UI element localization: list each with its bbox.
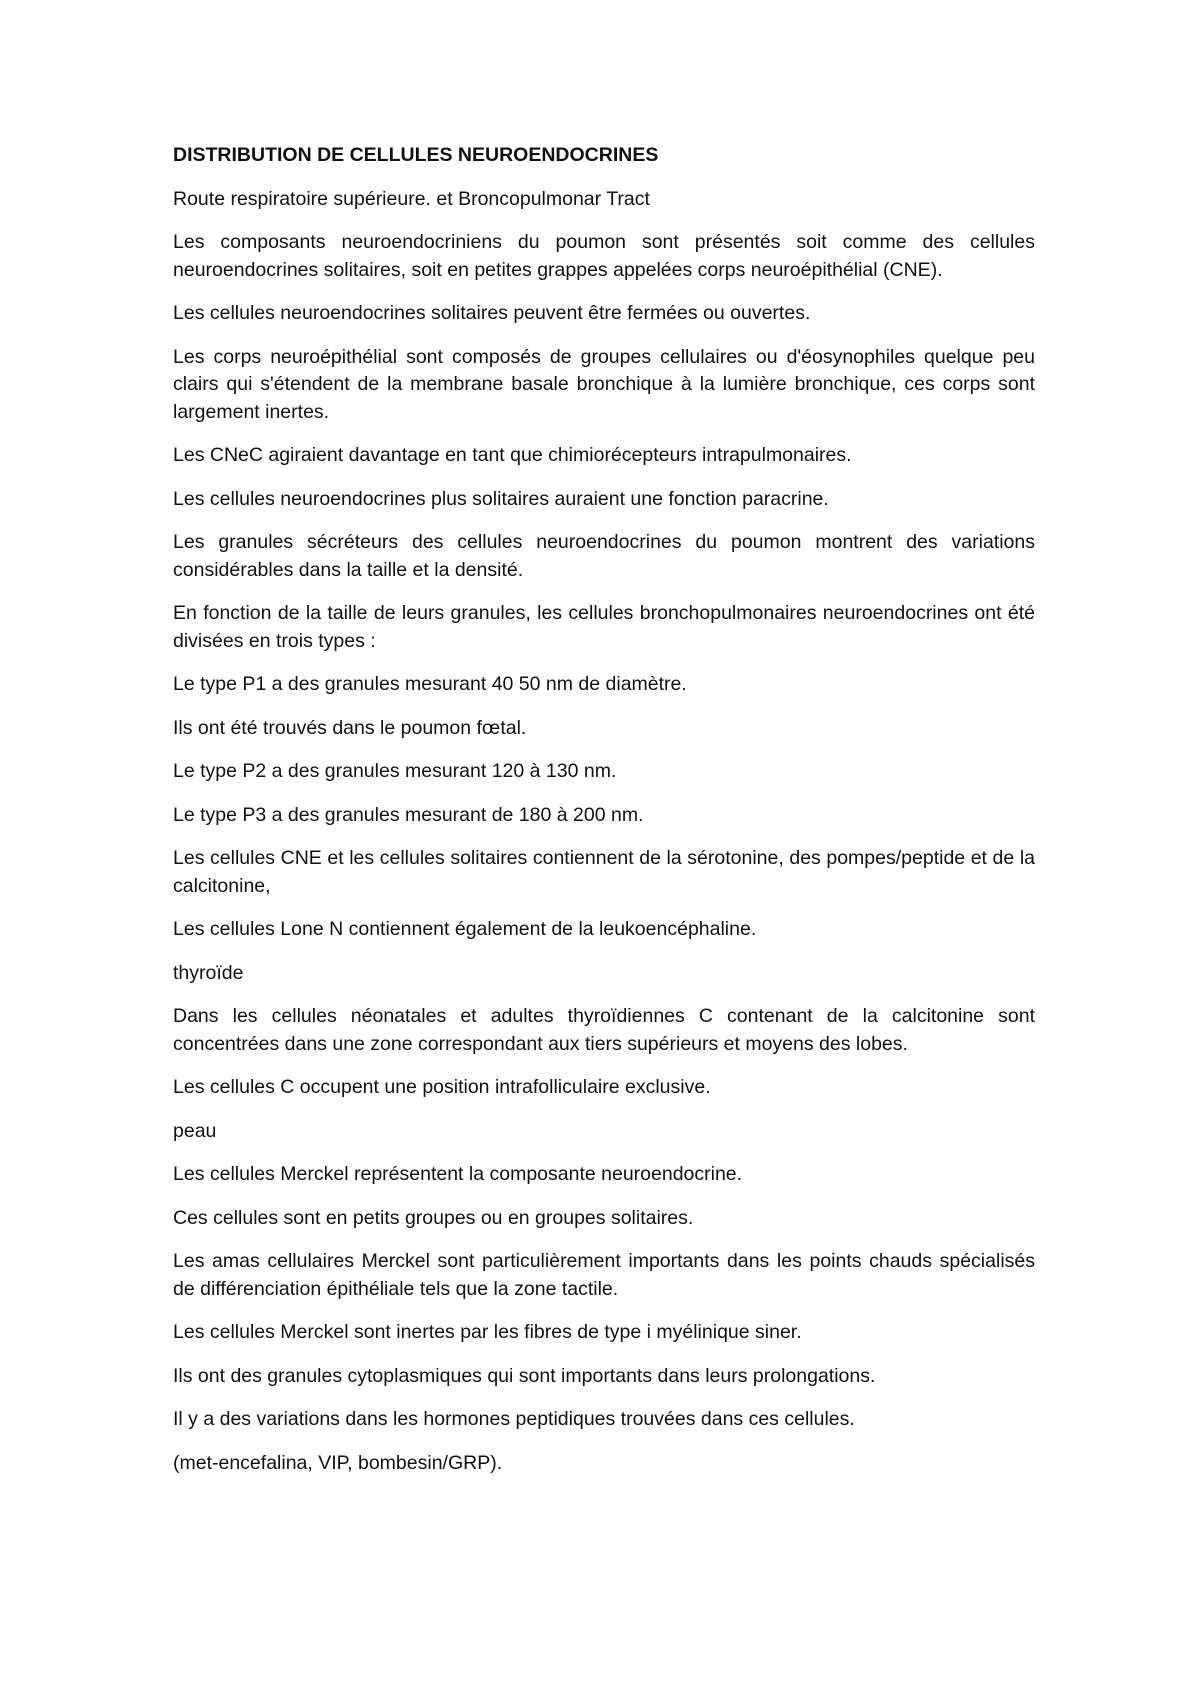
paragraph-24: Il y a des variations dans les hormones peptidiques trouvées dans ces cellules. xyxy=(173,1408,855,1430)
paragraph-20: Ces cellules sont en petits groupes ou en groupes solitaires. xyxy=(173,1206,694,1229)
paragraph-4: Les corps neuroépithélial sont composés de groupes cellulaires ou d'éosynophiles quelque peu clairs qui s'étendent de la membrane basale bronchique à la lumière bronchique, ces corps sont largement inertes. xyxy=(173,345,1035,423)
section-heading-peau: peau xyxy=(173,1119,217,1142)
document-title: DISTRIBUTION DE CELLULES NEUROENDOCRINES xyxy=(173,144,659,166)
paragraph-6: Les cellules neuroendocrines plus solitaires auraient une fonction paracrine. xyxy=(173,487,829,510)
paragraph-7: Les granules sécréteurs des cellules neuroendocrines du poumon montrent des variations considérables dans la taille et la densité. xyxy=(173,531,1035,581)
paragraph-19: Les cellules Merckel représentent la composante neuroendocrine. xyxy=(173,1163,743,1185)
section-heading-thyroide: thyroïde xyxy=(173,961,244,984)
paragraph-21: Les amas cellulaires Merckel sont particulièrement importants dans les points chauds spécialisés de différenciation épithéliale tels que la zone tactile. xyxy=(173,1250,1035,1300)
paragraph-23: Ils ont des granules cytoplasmiques qui sont importants dans leurs prolongations. xyxy=(173,1364,876,1387)
paragraph-13: Les cellules CNE et les cellules solitaires contiennent de la sérotonine, des pompes/peptide et de la calcitonine, xyxy=(173,847,1035,897)
paragraph-12: Le type P3 a des granules mesurant de 180 à 200 nm. xyxy=(173,803,644,826)
paragraph-3: Les cellules neuroendocrines solitaires peuvent être fermées ou ouvertes. xyxy=(173,302,811,324)
paragraph-9: Le type P1 a des granules mesurant 40 50 nm de diamètre. xyxy=(173,673,687,695)
paragraph-11: Le type P2 a des granules mesurant 120 à 130 nm. xyxy=(173,760,617,782)
paragraph-8: En fonction de la taille de leurs granules, les cellules bronchopulmonaires neuroendocrines ont été divisées en trois types : xyxy=(173,602,1035,652)
paragraph-22: Les cellules Merckel sont inertes par les fibres de type i myélinique siner. xyxy=(173,1321,802,1343)
paragraph-5: Les CNeC agiraient davantage en tant que chimiorécepteurs intrapulmonaires. xyxy=(173,444,852,466)
paragraph-16: Dans les cellules néonatales et adultes thyroïdiennes C contenant de la calcitonine sont concentrées dans une zone correspondant aux tiers supérieurs et moyens des lobes. xyxy=(173,1005,1035,1055)
paragraph-14: Les cellules Lone N contiennent également de la leukoencéphaline. xyxy=(173,918,757,940)
paragraph-17: Les cellules C occupent une position intrafolliculaire exclusive. xyxy=(173,1076,711,1098)
document-body xyxy=(173,142,1035,1493)
paragraph-25: (met-encefalina, VIP, bombesin/GRP). xyxy=(173,1451,503,1474)
paragraph-2: Les composants neuroendocriniens du poumon sont présentés soit comme des cellules neuroendocrines solitaires, soit en petites grappes appelées corps neuroépithélial (CNE). xyxy=(173,231,1035,281)
paragraph-1: Route respiratoire supérieure. et Broncopulmonar Tract xyxy=(173,187,650,210)
paragraph-10: Ils ont été trouvés dans le poumon fœtal. xyxy=(173,716,527,739)
